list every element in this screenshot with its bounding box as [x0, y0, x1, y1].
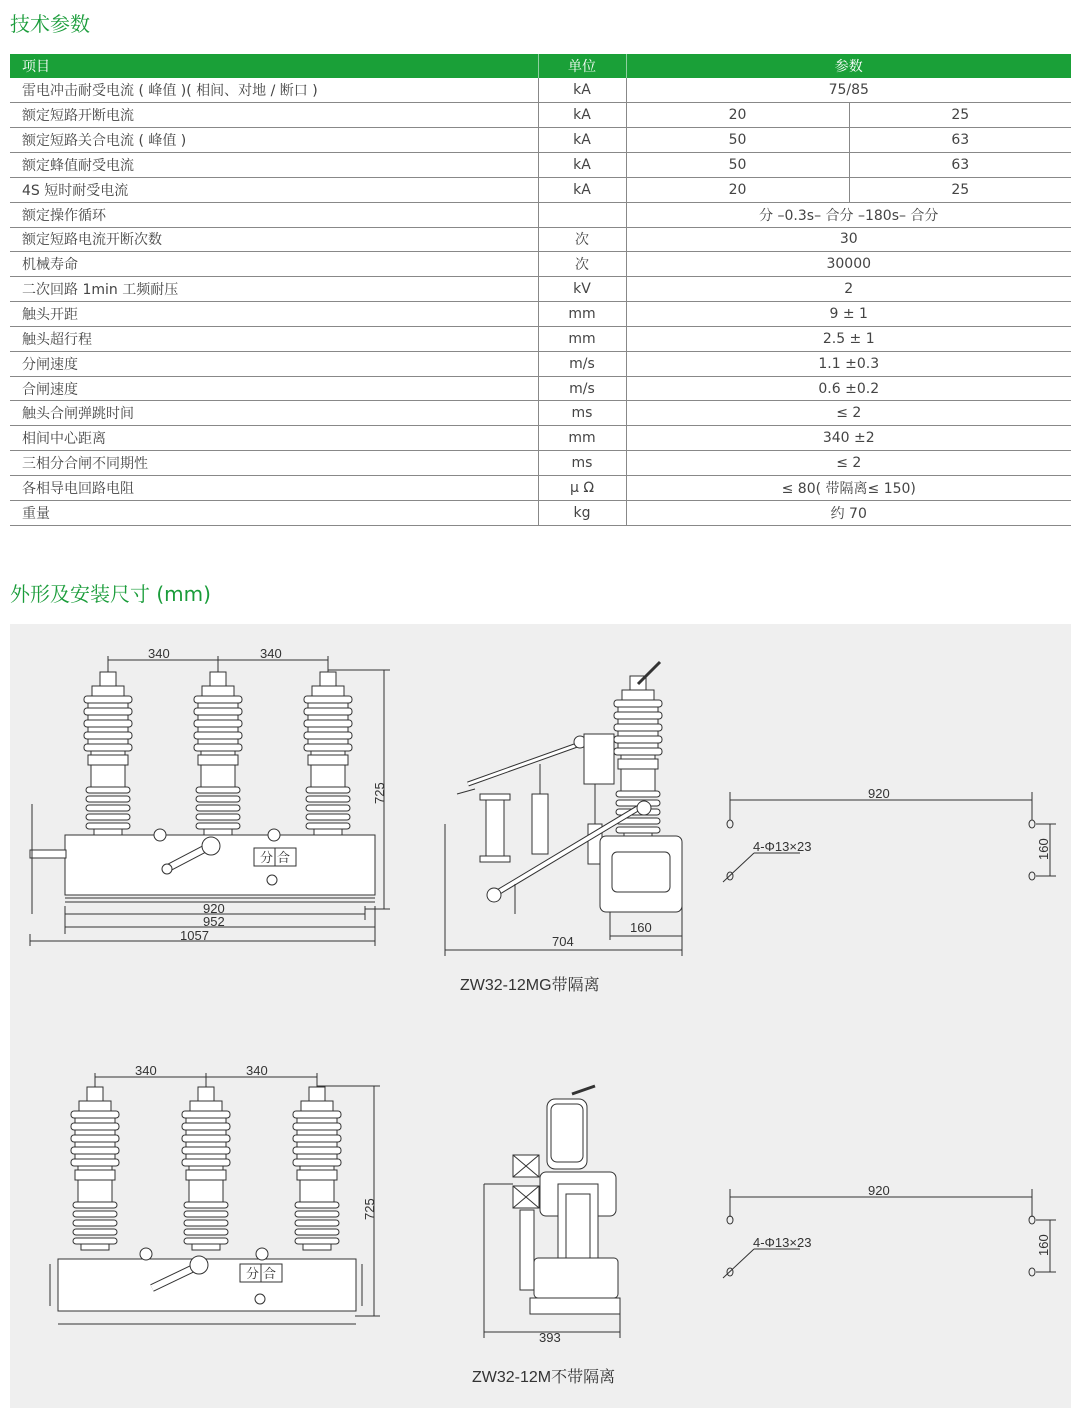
table-row	[10, 302, 1071, 327]
dim-top-920: 920	[203, 901, 225, 916]
mount-bottom-holes: 4-Φ13×23	[753, 1235, 812, 1250]
cell-item: 额定短路电流开断次数	[10, 227, 538, 252]
table-row	[10, 426, 1071, 451]
cell-item: 额定蜂值耐受电流	[10, 153, 538, 178]
table-row	[10, 476, 1071, 501]
dim-bottom-height: 725	[362, 1198, 377, 1220]
table-row	[10, 153, 1071, 178]
side-view-top	[445, 662, 682, 956]
section-title-specs: 技术参数	[10, 12, 90, 36]
table-row	[10, 252, 1071, 277]
cell-unit: m/s	[538, 351, 626, 376]
cell-item: 额定操作循环	[10, 202, 538, 227]
cell-unit: mm	[538, 302, 626, 327]
dim-bottom-spacing-1: 340	[135, 1063, 157, 1078]
dim-top-spacing-2: 340	[260, 646, 282, 661]
mount-view-bottom	[723, 1189, 1056, 1278]
cell-unit: ms	[538, 451, 626, 476]
cell-value: 2	[626, 277, 1071, 302]
cell-value: 75/85	[626, 78, 1071, 103]
table-header-row	[10, 54, 1071, 78]
cell-value-1: 50	[626, 128, 849, 153]
header-item: 项目	[10, 54, 538, 78]
cell-unit: kA	[538, 177, 626, 202]
cell-unit	[538, 202, 626, 227]
switch-open-label-bottom: 分	[246, 1266, 260, 1281]
cell-value: 340 ±2	[626, 426, 1071, 451]
table-row	[10, 451, 1071, 476]
cell-unit: kA	[538, 153, 626, 178]
cell-value-2: 25	[849, 103, 1071, 128]
mount-view-top	[723, 792, 1056, 882]
cell-unit: kg	[538, 500, 626, 525]
dim-side-160: 160	[630, 920, 652, 935]
cell-value: 30	[626, 227, 1071, 252]
table-row	[10, 128, 1071, 153]
switch-close-label-bottom: 合	[263, 1266, 277, 1281]
cell-item: 额定短路关合电流 ( 峰值 )	[10, 128, 538, 153]
cell-item: 雷电冲击耐受电流 ( 峰值 )( 相间、对地 / 断口 )	[10, 78, 538, 103]
cell-value-2: 63	[849, 128, 1071, 153]
table-row	[10, 202, 1071, 227]
cell-value: 1.1 ±0.3	[626, 351, 1071, 376]
cell-item: 合闸速度	[10, 376, 538, 401]
section-title-dimensions: 外形及安装尺寸 (mm)	[10, 582, 211, 606]
table-row	[10, 277, 1071, 302]
table-row	[10, 78, 1071, 103]
dimension-drawings	[10, 624, 1071, 1408]
cell-item: 三相分合闸不同期性	[10, 451, 538, 476]
cell-item: 相间中心距离	[10, 426, 538, 451]
switch-open-label: 分	[260, 850, 274, 865]
front-view-bottom	[50, 1073, 380, 1324]
cell-unit: 次	[538, 252, 626, 277]
dim-bottom-spacing-2: 340	[246, 1063, 268, 1078]
cell-unit: kA	[538, 103, 626, 128]
cell-value-2: 25	[849, 177, 1071, 202]
dim-bottom-side-393: 393	[539, 1330, 561, 1345]
cell-item: 额定短路开断电流	[10, 103, 538, 128]
dim-top-952: 952	[203, 914, 225, 929]
cell-unit: 次	[538, 227, 626, 252]
cell-item: 重量	[10, 500, 538, 525]
spec-table	[10, 54, 1071, 526]
switch-close-label: 合	[277, 850, 291, 865]
mount-bottom-height: 160	[1036, 1234, 1051, 1256]
dim-top-spacing-1: 340	[148, 646, 170, 661]
cell-value: 2.5 ± 1	[626, 326, 1071, 351]
cell-item: 触头超行程	[10, 326, 538, 351]
cell-unit: kA	[538, 128, 626, 153]
table-row	[10, 500, 1071, 525]
table-row	[10, 401, 1071, 426]
side-view-bottom	[484, 1086, 620, 1338]
cell-value-2: 63	[849, 153, 1071, 178]
cell-value: 分 –0.3s– 合分 –180s– 合分	[626, 202, 1071, 227]
table-row	[10, 177, 1071, 202]
mount-top-holes: 4-Φ13×23	[753, 839, 812, 854]
table-row	[10, 351, 1071, 376]
caption-bottom: ZW32-12M不带隔离	[472, 1369, 616, 1386]
mount-top-width: 920	[868, 786, 890, 801]
header-unit: 单位	[538, 54, 626, 78]
cell-value-1: 20	[626, 177, 849, 202]
cell-unit: m/s	[538, 376, 626, 401]
cell-unit: mm	[538, 426, 626, 451]
cell-unit: kV	[538, 277, 626, 302]
cell-value: ≤ 2	[626, 451, 1071, 476]
cell-value: 0.6 ±0.2	[626, 376, 1071, 401]
table-row	[10, 326, 1071, 351]
caption-top: ZW32-12MG带隔离	[460, 977, 600, 994]
cell-item: 机械寿命	[10, 252, 538, 277]
header-param: 参数	[626, 54, 1071, 78]
cell-value: 30000	[626, 252, 1071, 277]
dim-top-1057: 1057	[180, 928, 209, 943]
cell-item: 二次回路 1min 工频耐压	[10, 277, 538, 302]
cell-item: 触头合闸弹跳时间	[10, 401, 538, 426]
cell-item: 4S 短时耐受电流	[10, 177, 538, 202]
cell-value-1: 50	[626, 153, 849, 178]
cell-unit: kA	[538, 78, 626, 103]
cell-unit: mm	[538, 326, 626, 351]
mount-bottom-width: 920	[868, 1183, 890, 1198]
cell-item: 触头开距	[10, 302, 538, 327]
cell-value-1: 20	[626, 103, 849, 128]
cell-value: ≤ 2	[626, 401, 1071, 426]
cell-value: ≤ 80( 带隔离≤ 150)	[626, 476, 1071, 501]
table-row	[10, 376, 1071, 401]
dim-top-height: 725	[372, 782, 387, 804]
cell-value: 9 ± 1	[626, 302, 1071, 327]
cell-item: 分闸速度	[10, 351, 538, 376]
table-row	[10, 227, 1071, 252]
cell-value: 约 70	[626, 500, 1071, 525]
cell-unit: μ Ω	[538, 476, 626, 501]
cell-unit: ms	[538, 401, 626, 426]
table-row	[10, 103, 1071, 128]
mount-top-height: 160	[1036, 838, 1051, 860]
dim-side-704: 704	[552, 934, 574, 949]
cell-item: 各相导电回路电阻	[10, 476, 538, 501]
